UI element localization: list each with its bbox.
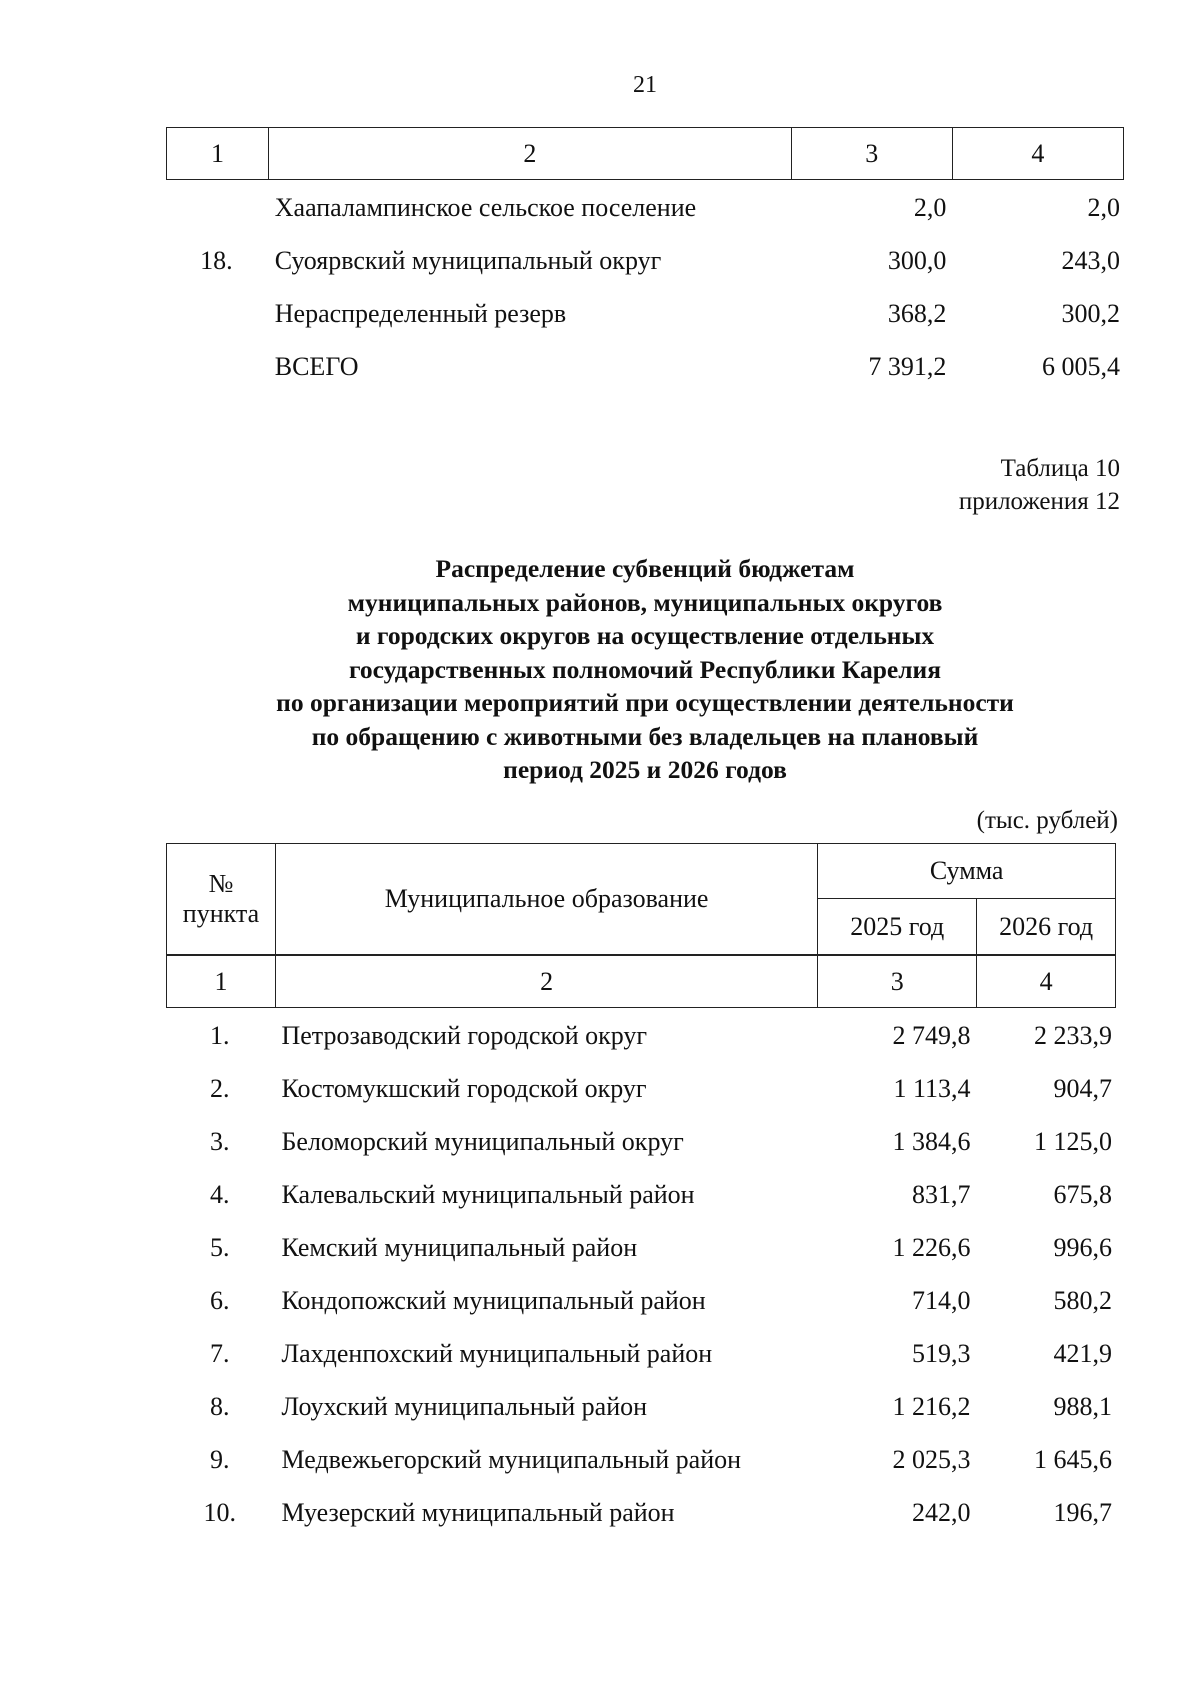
- table-row: [166, 1062, 1116, 1115]
- main-table-index-row: [166, 955, 1116, 1008]
- row-name: Медвежьегорский муниципальный район: [281, 1444, 742, 1474]
- row-value-2025: 2,0: [913, 192, 947, 222]
- row-value-2026: 1 645,6: [1034, 1444, 1112, 1474]
- table-row: [166, 1486, 1116, 1539]
- header-col-4: 4: [952, 128, 1123, 180]
- row-index: 9.: [209, 1444, 230, 1474]
- caption-table-number: Таблица 10: [1000, 455, 1120, 482]
- header-number: [167, 844, 276, 955]
- header-municipality: Муниципальное образование: [275, 844, 817, 955]
- top-table-body: [166, 181, 1124, 393]
- header-sum: Сумма: [818, 844, 1116, 899]
- table-row: [166, 1115, 1116, 1168]
- row-value-2025: 1 226,6: [892, 1232, 971, 1262]
- header-2025: 2025 год: [818, 899, 977, 955]
- table-row: [166, 1380, 1116, 1433]
- row-name: Лахденпохский муниципальный район: [281, 1338, 713, 1368]
- row-index: 5.: [209, 1232, 230, 1262]
- row-name: Хаапалампинское сельское поселение: [274, 192, 697, 222]
- row-index: [166, 287, 267, 340]
- row-value-2025: 2 749,8: [892, 1020, 971, 1050]
- title-line: по обращению с животными без владельцев на плановый: [311, 721, 979, 751]
- header-col-3: 3: [791, 128, 952, 180]
- row-index: 6.: [209, 1285, 230, 1315]
- row-value-2025: 519,3: [912, 1338, 971, 1368]
- row-name: Нераспределенный резерв: [274, 298, 567, 328]
- row-name: Петрозаводский городской округ: [281, 1020, 648, 1050]
- row-value-2025: 368,2: [887, 298, 947, 328]
- table-row: [166, 287, 1124, 340]
- title-line: государственных полномочий Республики Карелия: [348, 654, 941, 684]
- row-index: 8.: [209, 1391, 230, 1421]
- row-name: Лоухский муниципальный район: [281, 1391, 648, 1421]
- table-row: [166, 1274, 1116, 1327]
- header-number-line1: №: [208, 869, 234, 898]
- top-table-header: [166, 127, 1124, 180]
- row-index: [166, 340, 267, 393]
- row-value-2025: 1 384,6: [892, 1126, 971, 1156]
- row-value-2026: 243,0: [1061, 245, 1120, 275]
- row-value-2026: 2 233,9: [1034, 1020, 1112, 1050]
- row-value-2025: 831,7: [912, 1179, 971, 1209]
- row-value-2025: 242,0: [912, 1497, 971, 1527]
- table-row: [166, 1009, 1116, 1062]
- table-row: [166, 1168, 1116, 1221]
- row-value-2025: 1 216,2: [892, 1391, 971, 1421]
- row-name: Костомукшский городской округ: [281, 1073, 647, 1103]
- row-name: ВСЕГО: [274, 351, 359, 381]
- title-line: период 2025 и 2026 годов: [503, 755, 787, 784]
- row-value-2025: 1 113,4: [893, 1073, 971, 1103]
- row-index: [166, 181, 267, 234]
- index-col-2: 2: [275, 956, 817, 1008]
- row-value-2026: 2,0: [1087, 192, 1120, 222]
- row-value-2026: 580,2: [1053, 1285, 1112, 1315]
- table-caption: [959, 452, 1120, 518]
- row-value-2025: 7 391,2: [868, 351, 947, 381]
- header-col-1: 1: [167, 128, 269, 180]
- main-table-body: [166, 1009, 1116, 1539]
- row-value-2026: 996,6: [1053, 1232, 1112, 1262]
- table-row: [166, 181, 1124, 234]
- caption-appendix: приложения 12: [958, 488, 1120, 515]
- title-line: и городских округов на осуществление отдельных: [355, 621, 935, 650]
- header-number-line2: пункта: [182, 899, 260, 928]
- row-value-2026: 196,7: [1053, 1497, 1112, 1527]
- row-value-2026: 6 005,4: [1042, 351, 1120, 381]
- table-row: [166, 340, 1124, 393]
- row-name: Беломорский муниципальный округ: [281, 1126, 684, 1156]
- index-col-1: 1: [167, 956, 276, 1008]
- table-row: [166, 1221, 1116, 1274]
- main-table-header: [166, 843, 1116, 955]
- row-index: 2.: [209, 1073, 230, 1103]
- page-number: 21: [633, 72, 657, 98]
- index-col-4: 4: [977, 956, 1116, 1008]
- row-name: Калевальский муниципальный район: [281, 1179, 695, 1209]
- document-title: [0, 552, 1200, 787]
- row-name: Муезерский муниципальный район: [281, 1497, 675, 1527]
- row-name: Кондопожский муниципальный район: [281, 1285, 706, 1315]
- row-value-2026: 300,2: [1061, 298, 1120, 328]
- row-value-2025: 2 025,3: [892, 1444, 971, 1474]
- row-value-2026: 675,8: [1053, 1179, 1112, 1209]
- title-line: муниципальных районов, муниципальных округов: [347, 587, 943, 617]
- row-index: 18.: [200, 245, 233, 275]
- title-line: Распределение субвенций бюджетам: [435, 554, 855, 583]
- header-2026: 2026 год: [977, 899, 1116, 955]
- units-label: (тыс. рублей): [976, 807, 1118, 834]
- header-col-2: 2: [269, 128, 792, 180]
- row-value-2025: 300,0: [887, 245, 947, 275]
- title-line: по организации мероприятий при осуществлении деятельности: [276, 688, 1014, 717]
- row-index: 1.: [209, 1020, 230, 1050]
- row-index: 10.: [203, 1497, 236, 1527]
- row-name: Кемский муниципальный район: [281, 1232, 638, 1262]
- table-row: [166, 1327, 1116, 1380]
- row-value-2026: 904,7: [1053, 1073, 1112, 1103]
- row-name: Суоярвский муниципальный округ: [274, 245, 662, 275]
- row-index: 4.: [209, 1179, 230, 1209]
- row-value-2026: 1 125,0: [1034, 1126, 1112, 1156]
- table-row: [166, 1433, 1116, 1486]
- row-value-2025: 714,0: [912, 1285, 971, 1315]
- row-value-2026: 988,1: [1053, 1391, 1112, 1421]
- row-index: 3.: [209, 1126, 230, 1156]
- index-col-3: 3: [818, 956, 977, 1008]
- table-row: [166, 234, 1124, 287]
- row-index: 7.: [209, 1338, 230, 1368]
- row-value-2026: 421,9: [1053, 1338, 1112, 1368]
